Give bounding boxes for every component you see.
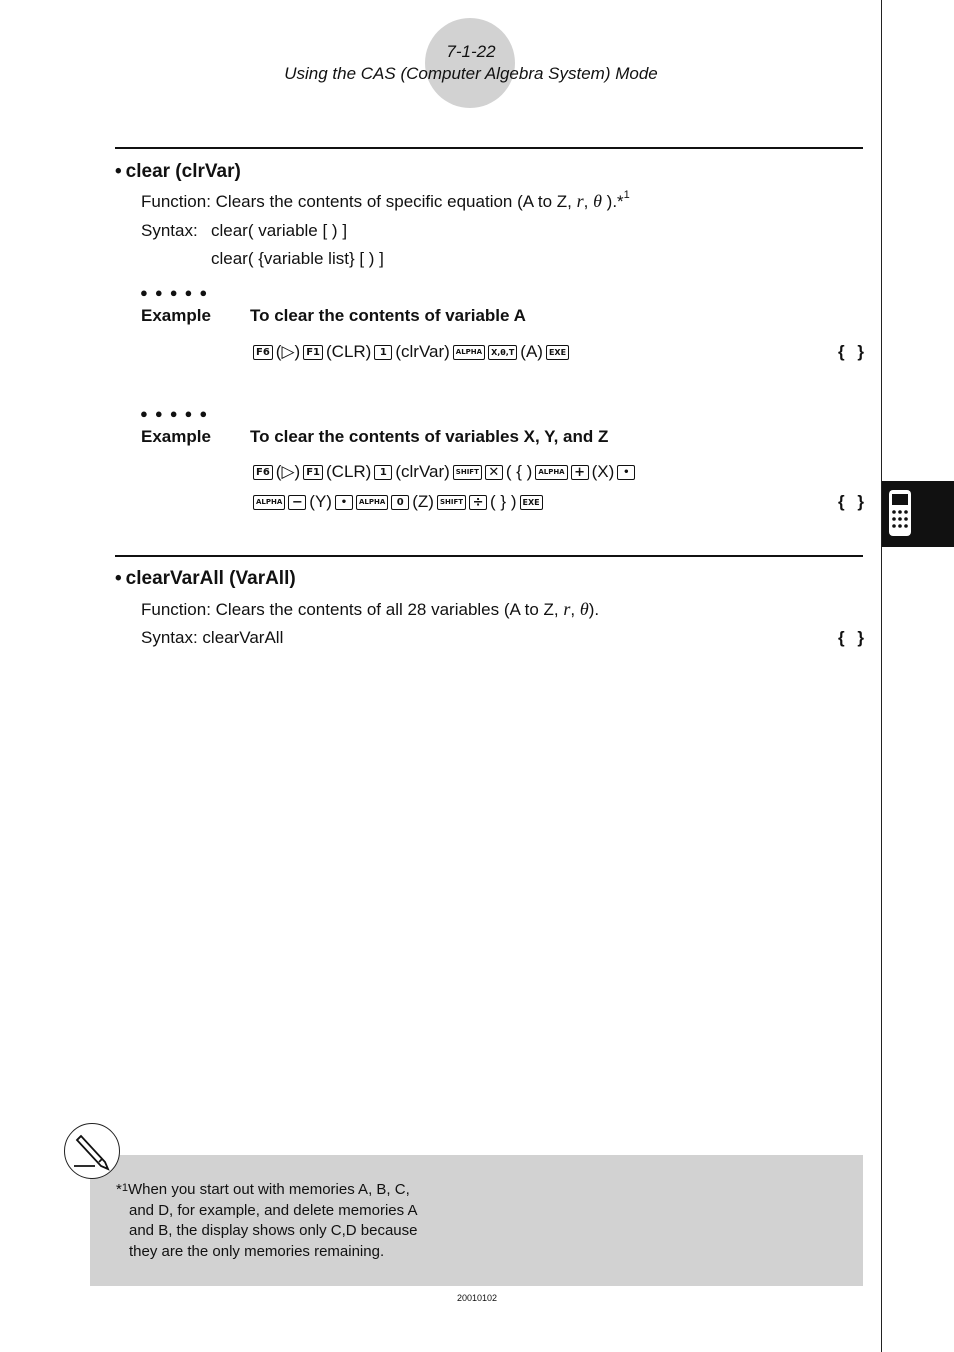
note-pencil-icon — [64, 1123, 120, 1179]
key-label-lbrace: ( { ) — [505, 462, 533, 481]
section-title-clearvarall: clearVarAll (VarAll) — [125, 568, 296, 589]
calculator-icon — [882, 481, 954, 547]
function-text: Function: Clears the contents of all 28 variables (A to Z, — [141, 600, 564, 619]
key-1: 1 — [374, 345, 392, 360]
key-f1: F1 — [303, 345, 323, 360]
result-braces-1: { } — [838, 342, 868, 361]
key-alpha: ALPHA — [356, 495, 388, 510]
key-divide: ÷ — [469, 495, 487, 510]
footnote-line-4: they are the only memories remaining. — [129, 1242, 385, 1260]
footnote-mark-num: 1 — [121, 1182, 128, 1194]
example-label-2: Example — [141, 427, 211, 446]
key-f1: F1 — [303, 465, 323, 480]
function-suffix: ).* — [601, 192, 624, 211]
var-r: r — [563, 599, 571, 619]
example-label-1: Example — [141, 306, 211, 325]
function-suffix: ). — [588, 600, 600, 619]
key-0: 0 — [391, 495, 409, 510]
bullet: • — [115, 161, 122, 182]
key-label-x: (X) — [591, 462, 615, 481]
key-label-clrvar: (clrVar) — [395, 342, 450, 361]
key-label-a: (A) — [520, 342, 543, 361]
chapter-tab — [882, 481, 954, 547]
example-description-1: To clear the contents of variable A — [250, 306, 526, 325]
key-comma: • — [335, 495, 353, 510]
example-description-2: To clear the contents of variables X, Y, and Z — [250, 427, 609, 446]
key-label-rbrace: ( } ) — [490, 492, 517, 511]
key-label-clr: (CLR) — [326, 462, 372, 481]
key-plus: + — [571, 465, 589, 480]
key-label-right: (▷) — [275, 462, 301, 481]
var-r: r — [576, 191, 584, 211]
result-braces-3: { } — [838, 628, 868, 647]
result-braces-2: { } — [838, 492, 868, 511]
function-text: Function: Clears the contents of specific equation (A to Z, — [141, 192, 577, 211]
var-theta: θ — [579, 599, 589, 619]
right-margin-rule — [881, 0, 882, 1352]
key-shift: SHIFT — [437, 495, 466, 510]
key-exe: EXE — [546, 345, 569, 360]
key-label-right: (▷) — [275, 342, 301, 361]
page-title: Using the CAS (Computer Algebra System) Mode — [284, 64, 658, 83]
key-minus: − — [288, 495, 306, 510]
example-dots-1: ●●●●● — [140, 285, 215, 300]
key-times: ✕ — [485, 465, 503, 480]
key-sequence-2a — [253, 462, 635, 482]
key-sequence-2b — [253, 492, 543, 512]
page-number-circle — [425, 18, 515, 108]
key-xthetat: X,θ,T — [488, 345, 517, 360]
key-alpha: ALPHA — [253, 495, 285, 510]
footnote-line-2: and D, for example, and delete memories A — [129, 1201, 418, 1219]
section-rule-clearvarall — [115, 555, 863, 557]
key-shift: SHIFT — [453, 465, 482, 480]
example-dots-2: ●●●●● — [140, 406, 215, 421]
key-1: 1 — [374, 465, 392, 480]
page-number: 7-1-22 — [446, 42, 496, 61]
key-label-z: (Z) — [412, 492, 434, 511]
footnote-line-1: When you start out with memories A, B, C, — [127, 1181, 410, 1198]
key-comma: • — [617, 465, 635, 480]
key-alpha: ALPHA — [453, 345, 485, 360]
key-label-clr: (CLR) — [326, 342, 372, 361]
comma: , — [570, 600, 580, 619]
section-title-clear: clear (clrVar) — [125, 161, 241, 182]
function-clear — [141, 191, 630, 212]
section-heading-clearvarall — [115, 568, 296, 590]
footnote-mark: * — [116, 1181, 122, 1198]
syntax-line-2: clear( {variable list} [ ) ] — [211, 249, 384, 268]
key-f6: F6 — [253, 345, 273, 360]
key-label-y: (Y) — [309, 492, 332, 511]
footnote — [116, 1180, 418, 1262]
key-f6: F6 — [253, 465, 273, 480]
key-alpha: ALPHA — [535, 465, 567, 480]
syntax-clearvarall: Syntax: clearVarAll — [141, 628, 284, 647]
footer-code: 20010102 — [456, 1293, 498, 1303]
var-theta: θ — [593, 191, 602, 211]
key-sequence-1 — [253, 342, 569, 362]
footnote-ref: 1 — [623, 189, 630, 201]
syntax-label-clear: Syntax: — [141, 221, 198, 240]
section-heading-clear — [115, 161, 241, 183]
key-label-clrvar: (clrVar) — [395, 462, 450, 481]
footnote-line-3: and B, the display shows only C,D because — [129, 1222, 418, 1239]
section-rule-clear — [115, 147, 863, 149]
function-clearvarall — [141, 599, 599, 620]
bullet: • — [115, 568, 122, 589]
key-exe: EXE — [520, 495, 543, 510]
syntax-line-1: clear( variable [ ) ] — [211, 221, 348, 240]
comma: , — [583, 192, 594, 211]
